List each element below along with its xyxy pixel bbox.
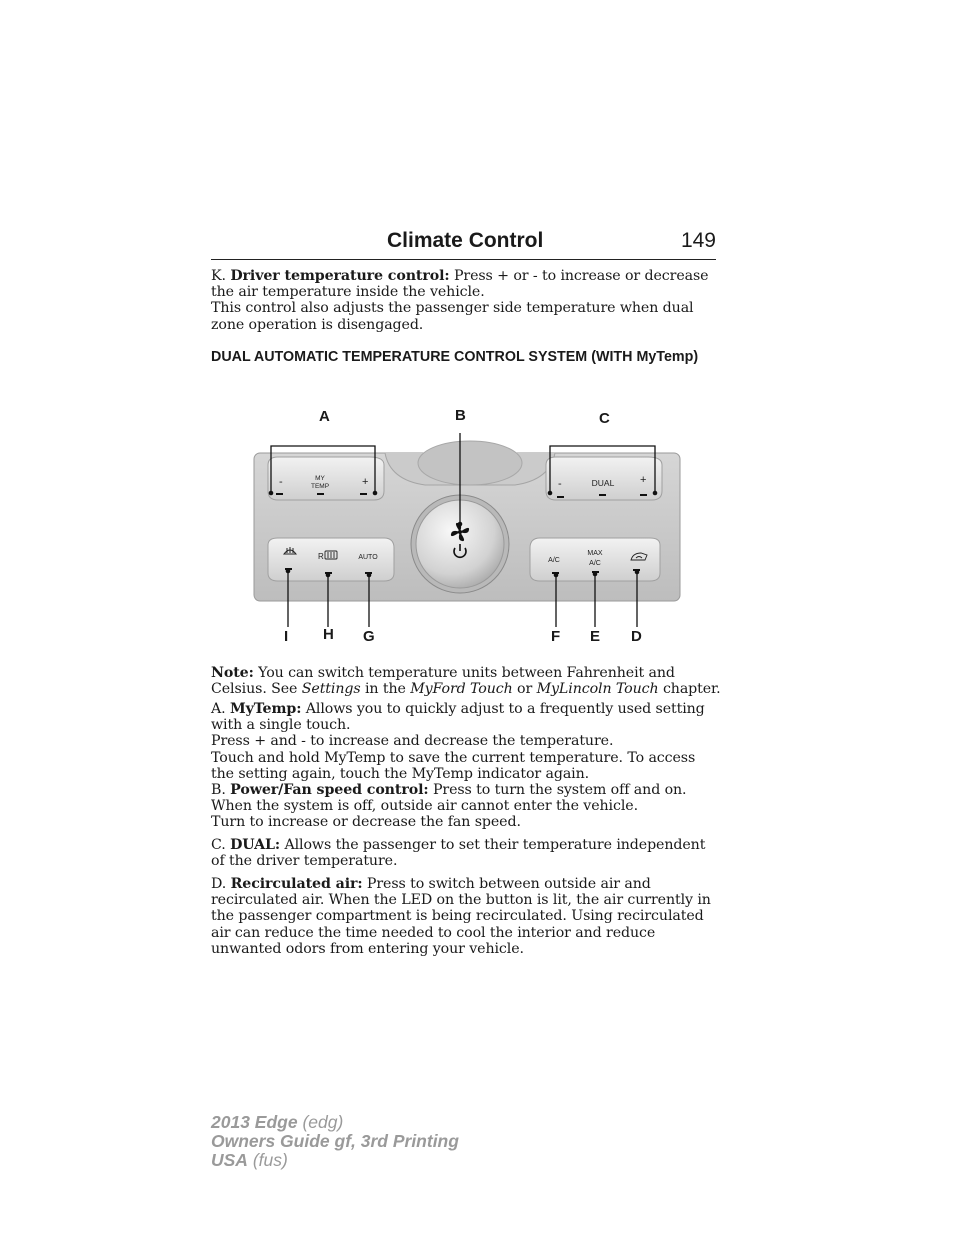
item-letter: D. xyxy=(211,876,227,892)
right-minus-label: - xyxy=(558,478,562,490)
item-term: Power/Fan speed control: xyxy=(230,782,429,798)
note-italic: MyFord Touch xyxy=(410,681,513,698)
item-paragraph: Press + and - to increase and decrease the temperature. xyxy=(211,733,614,750)
note-text: You can switch temperature units between Fahrenheit and Celsius. See xyxy=(211,665,675,698)
note-text: chapter. xyxy=(658,681,721,698)
callout-f: F xyxy=(551,628,561,645)
page-number: 149 xyxy=(680,229,716,252)
footer-line-2 xyxy=(211,1132,459,1151)
item-term: DUAL: xyxy=(230,837,281,853)
callout-d: D xyxy=(631,628,642,645)
note-term: Note: xyxy=(211,665,254,681)
item-letter: K. xyxy=(211,268,226,284)
note-italic: MyLincoln Touch xyxy=(536,681,659,698)
footer-guide: Owners Guide gf, 3rd Printing xyxy=(211,1131,459,1151)
item-paragraph: Touch and hold MyTemp to save the current temperature. To access the setting again, touch the MyTemp indicator again. xyxy=(211,749,696,782)
footer-market-code: (fus) xyxy=(247,1150,288,1170)
item-paragraph xyxy=(211,876,721,957)
item-text: Allows you to quickly adjust to a frequently used setting with a single touch. xyxy=(211,701,705,734)
item-letter: C. xyxy=(211,837,226,853)
led-indicator xyxy=(599,494,606,496)
control-panel-illustration xyxy=(250,405,690,655)
item-text: Press to turn the system off and on. When the system is off, outside air cannot enter the vehicle. xyxy=(211,782,687,815)
item-text: Press to switch between outside air and recirculated air. When the LED on the button is lit, the air currently in the passenger compartment is being recirculated. Using recirculated air can reduce the time needed to cool the interior and reduce unwanted odors from entering your vehicle. xyxy=(211,876,711,957)
callout-e: E xyxy=(590,628,601,645)
note-text: or xyxy=(512,681,537,698)
led-indicator xyxy=(317,493,324,495)
callout-i: I xyxy=(284,628,289,645)
section-heading: DUAL AUTOMATIC TEMPERATURE CONTROL SYSTEM (WITH MyTemp) xyxy=(211,349,699,365)
mytemp-label-1: MY xyxy=(315,475,325,482)
ac-label: A/C xyxy=(548,557,560,564)
item-text: Press + or - to increase or decrease the air temperature inside the vehicle. xyxy=(211,268,709,301)
note-text: in the xyxy=(360,681,411,698)
item-term: MyTemp: xyxy=(229,701,302,717)
climate-control-diagram xyxy=(250,405,690,655)
max-ac-label-2: A/C xyxy=(589,560,601,567)
item-d xyxy=(211,876,721,957)
item-paragraph: Turn to increase or decrease the fan speed. xyxy=(211,814,521,831)
page-header xyxy=(211,229,716,260)
page-title: Climate Control xyxy=(387,229,544,252)
auto-label: AUTO xyxy=(358,554,378,561)
note-paragraph xyxy=(211,665,721,697)
callout-h: H xyxy=(323,626,334,643)
mytemp-label-2: TEMP xyxy=(310,483,330,490)
note-italic: Settings xyxy=(301,681,361,698)
item-b xyxy=(211,782,721,831)
dual-label: DUAL xyxy=(591,478,615,488)
footer-line-1 xyxy=(211,1113,459,1132)
led-indicator xyxy=(557,496,564,498)
led-indicator xyxy=(360,493,367,495)
item-paragraph xyxy=(211,701,721,733)
left-minus-label: - xyxy=(279,476,283,488)
intro-paragraph-2: This control also adjusts the passenger side temperature when dual zone operation is disengaged. xyxy=(211,300,694,333)
left-plus-label: + xyxy=(362,476,369,488)
led-indicator xyxy=(276,493,283,495)
page-footer xyxy=(211,1113,459,1170)
footer-line-3 xyxy=(211,1151,459,1170)
intro-block xyxy=(211,268,721,333)
rear-defrost-label: R xyxy=(318,552,324,561)
item-c xyxy=(211,837,721,869)
item-term: Recirculated air: xyxy=(230,876,363,892)
footer-model: 2013 Edge xyxy=(211,1112,298,1132)
footer-model-code: (edg) xyxy=(297,1112,344,1132)
callout-c: C xyxy=(599,410,610,427)
item-paragraph xyxy=(211,837,721,869)
callout-b: B xyxy=(455,407,466,424)
item-term: Driver temperature control: xyxy=(230,268,450,284)
callout-g: G xyxy=(363,628,375,645)
right-plus-label: + xyxy=(640,474,647,486)
intro-paragraph xyxy=(211,268,721,300)
item-letter: A. xyxy=(211,701,226,717)
item-letter: B. xyxy=(211,782,226,798)
item-text: Allows the passenger to set their temperature independent of the driver temperature. xyxy=(211,837,706,870)
bezel-dome xyxy=(418,441,522,485)
callout-a: A xyxy=(319,408,330,425)
footer-market: USA xyxy=(211,1150,248,1170)
note-block xyxy=(211,665,721,697)
item-a xyxy=(211,701,721,782)
led-indicator xyxy=(640,494,647,496)
max-ac-label-1: MAX xyxy=(587,550,603,557)
item-paragraph xyxy=(211,782,721,814)
